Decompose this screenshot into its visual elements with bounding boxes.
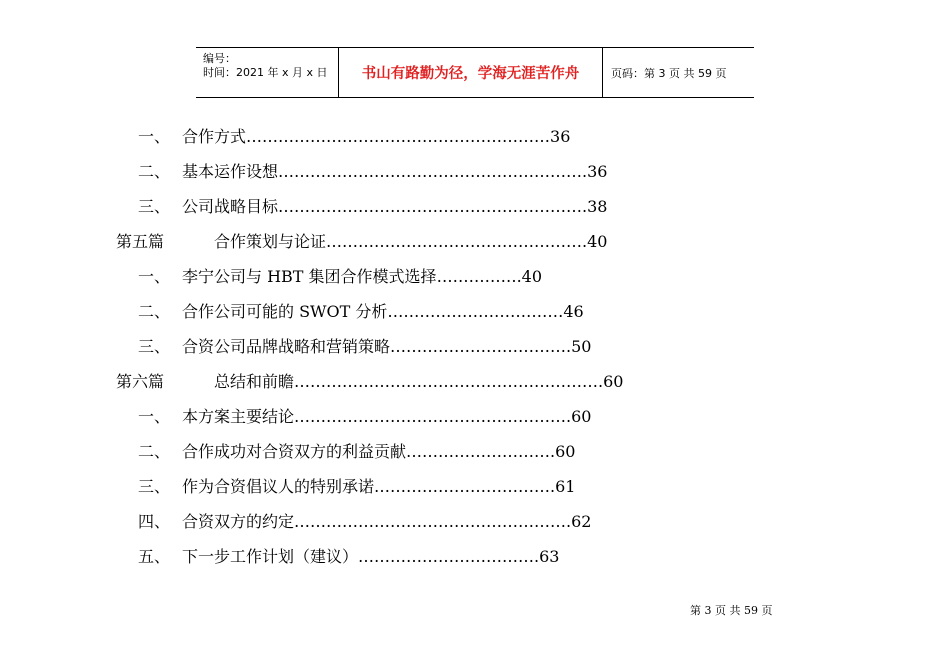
toc-entry[interactable] (138, 474, 575, 500)
toc-entry[interactable] (138, 334, 591, 360)
toc-chapter[interactable] (116, 229, 607, 255)
toc-number: 二、 (138, 162, 171, 181)
toc-page: ….40 (500, 267, 543, 286)
toc-chapter-label: 第五篇 (116, 232, 165, 251)
toc-number: 一、 (138, 267, 171, 286)
toc-page: .62 (566, 512, 592, 531)
toc-number: 五、 (138, 547, 171, 566)
toc-page: .63 (534, 547, 560, 566)
toc-entry[interactable] (138, 159, 607, 185)
toc-leader: ………………………………………………… (294, 372, 599, 391)
toc-title: 基本运作设想 (182, 162, 279, 181)
toc-number: 二、 (138, 442, 171, 461)
toc-leader: …………………………… (358, 547, 535, 566)
toc-number: 四、 (138, 512, 171, 531)
toc-title: 合作公司可能的 SWOT 分析 (182, 302, 388, 321)
toc-number: 一、 (138, 407, 171, 426)
header-page-info: 页码：第 3 页 共 59 页 (611, 66, 727, 80)
toc-title: 合作方式 (182, 127, 247, 146)
toc-page: .38 (582, 197, 608, 216)
toc-page: .50 (566, 337, 592, 356)
toc-leader: …………………………………………… (294, 512, 567, 531)
toc-number: 三、 (138, 337, 171, 356)
toc-page: 46 (563, 302, 584, 321)
toc-entry[interactable] (138, 544, 559, 570)
toc-leader: ………………………………………………… (246, 127, 551, 146)
toc-chapter[interactable] (116, 369, 623, 395)
toc-number: 三、 (138, 477, 171, 496)
toc-leader: …………………………… (390, 337, 567, 356)
toc-entry[interactable] (138, 404, 591, 430)
toc-title: 合作成功对合资双方的利益贡献 (182, 442, 407, 461)
toc-entry[interactable] (138, 124, 570, 150)
toc-number: 一、 (138, 127, 171, 146)
toc-leader: …………………………… (374, 477, 551, 496)
toc-page: .60 (550, 442, 576, 461)
toc-leader: ………………………………………………… (278, 197, 583, 216)
toc-leader: ………… (436, 267, 501, 286)
toc-leader: ……………………… (406, 442, 551, 461)
toc-number: 二、 (138, 302, 171, 321)
toc-page: .36 (582, 162, 608, 181)
toc-title: 公司战略目标 (182, 197, 279, 216)
toc-page: .40 (582, 232, 608, 251)
toc-leader: ………………………………………………… (278, 162, 583, 181)
toc-page: .61 (550, 477, 576, 496)
toc-leader: …………………………………………… (294, 407, 567, 426)
toc-leader: ………………………………………… (326, 232, 583, 251)
toc-number: 三、 (138, 197, 171, 216)
toc-title: 合作策划与论证 (214, 232, 327, 251)
date-label: 时间：2021 年 x 月 x 日 (203, 66, 328, 79)
toc-title: 合资双方的约定 (182, 512, 295, 531)
toc-entry[interactable] (138, 194, 607, 220)
toc-entry[interactable] (138, 264, 542, 290)
toc-title: 总结和前瞻 (214, 372, 295, 391)
toc-title: 本方案主要结论 (182, 407, 295, 426)
toc-title: 合资公司品牌战略和营销策略 (182, 337, 391, 356)
toc-title: 下一步工作计划（建议） (182, 547, 359, 566)
toc-title: 作为合资倡议人的特别承诺 (182, 477, 375, 496)
toc-page: 36 (550, 127, 571, 146)
number-label: 编号： (203, 52, 236, 65)
toc-leader: …………………………… (387, 302, 564, 321)
header-motto: 书山有路勤为径，学海无涯苦作舟 (339, 48, 603, 97)
toc-entry[interactable] (138, 509, 591, 535)
toc-entry[interactable] (138, 439, 575, 465)
page-footer: 第 3 页 共 59 页 (690, 604, 773, 617)
toc-entry[interactable] (138, 299, 584, 325)
toc-chapter-label: 第六篇 (116, 372, 165, 391)
toc-title: 李宁公司与 HBT 集团合作模式选择 (182, 267, 437, 286)
toc-page: .60 (598, 372, 624, 391)
toc-page: .60 (566, 407, 592, 426)
